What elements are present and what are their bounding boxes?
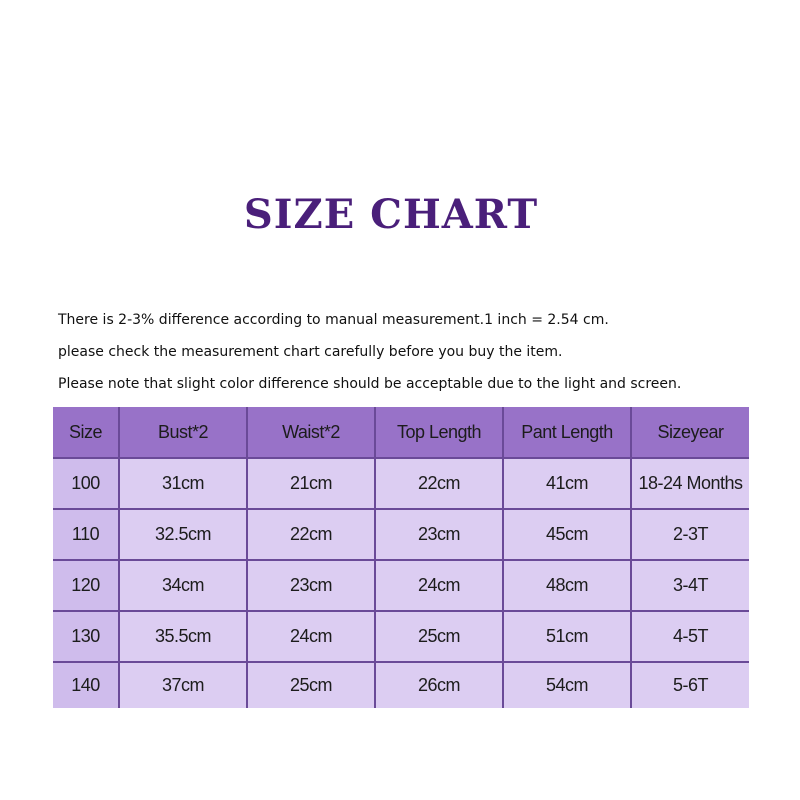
cell-top-length: 25cm: [375, 611, 503, 662]
cell-top-length: 22cm: [375, 458, 503, 509]
cell-size: 120: [53, 560, 119, 611]
size-table: [53, 407, 749, 708]
table-row: [53, 662, 749, 708]
cell-waist: 23cm: [247, 560, 375, 611]
cell-size: 140: [53, 662, 119, 708]
cell-size: 100: [53, 458, 119, 509]
table-row: [53, 611, 749, 662]
header-bust: Bust*2: [119, 407, 247, 458]
cell-waist: 25cm: [247, 662, 375, 708]
cell-waist: 21cm: [247, 458, 375, 509]
header-pant-length: Pant Length: [503, 407, 631, 458]
header-sizeyear: Sizeyear: [631, 407, 749, 458]
cell-size: 110: [53, 509, 119, 560]
cell-sizeyear: 2-3T: [631, 509, 749, 560]
page-title: SIZE CHART: [243, 191, 539, 238]
cell-sizeyear: 4-5T: [631, 611, 749, 662]
cell-bust: 32.5cm: [119, 509, 247, 560]
cell-bust: 31cm: [119, 458, 247, 509]
table-row: [53, 509, 749, 560]
cell-bust: 35.5cm: [119, 611, 247, 662]
header-top-length: Top Length: [375, 407, 503, 458]
cell-waist: 22cm: [247, 509, 375, 560]
cell-pant-length: 45cm: [503, 509, 631, 560]
cell-sizeyear: 3-4T: [631, 560, 749, 611]
table-header-row: [53, 407, 749, 458]
header-size: Size: [53, 407, 119, 458]
cell-top-length: 23cm: [375, 509, 503, 560]
size-table-container: [53, 407, 749, 707]
notes-block: [58, 308, 778, 404]
note-color-difference: Please note that slight color difference should be acceptable due to the light and screen.: [58, 376, 682, 392]
cell-bust: 34cm: [119, 560, 247, 611]
cell-sizeyear: 18-24 Months: [631, 458, 749, 509]
cell-waist: 24cm: [247, 611, 375, 662]
cell-top-length: 26cm: [375, 662, 503, 708]
cell-pant-length: 41cm: [503, 458, 631, 509]
cell-pant-length: 48cm: [503, 560, 631, 611]
note-measurement-difference: There is 2-3% difference according to manual measurement.1 inch = 2.54 cm.: [58, 312, 609, 328]
cell-size: 130: [53, 611, 119, 662]
cell-pant-length: 54cm: [503, 662, 631, 708]
table-row: [53, 560, 749, 611]
cell-pant-length: 51cm: [503, 611, 631, 662]
note-check-chart: please check the measurement chart carefully before you buy the item.: [58, 344, 563, 360]
cell-top-length: 24cm: [375, 560, 503, 611]
table-row: [53, 458, 749, 509]
header-waist: Waist*2: [247, 407, 375, 458]
cell-bust: 37cm: [119, 662, 247, 708]
cell-sizeyear: 5-6T: [631, 662, 749, 708]
